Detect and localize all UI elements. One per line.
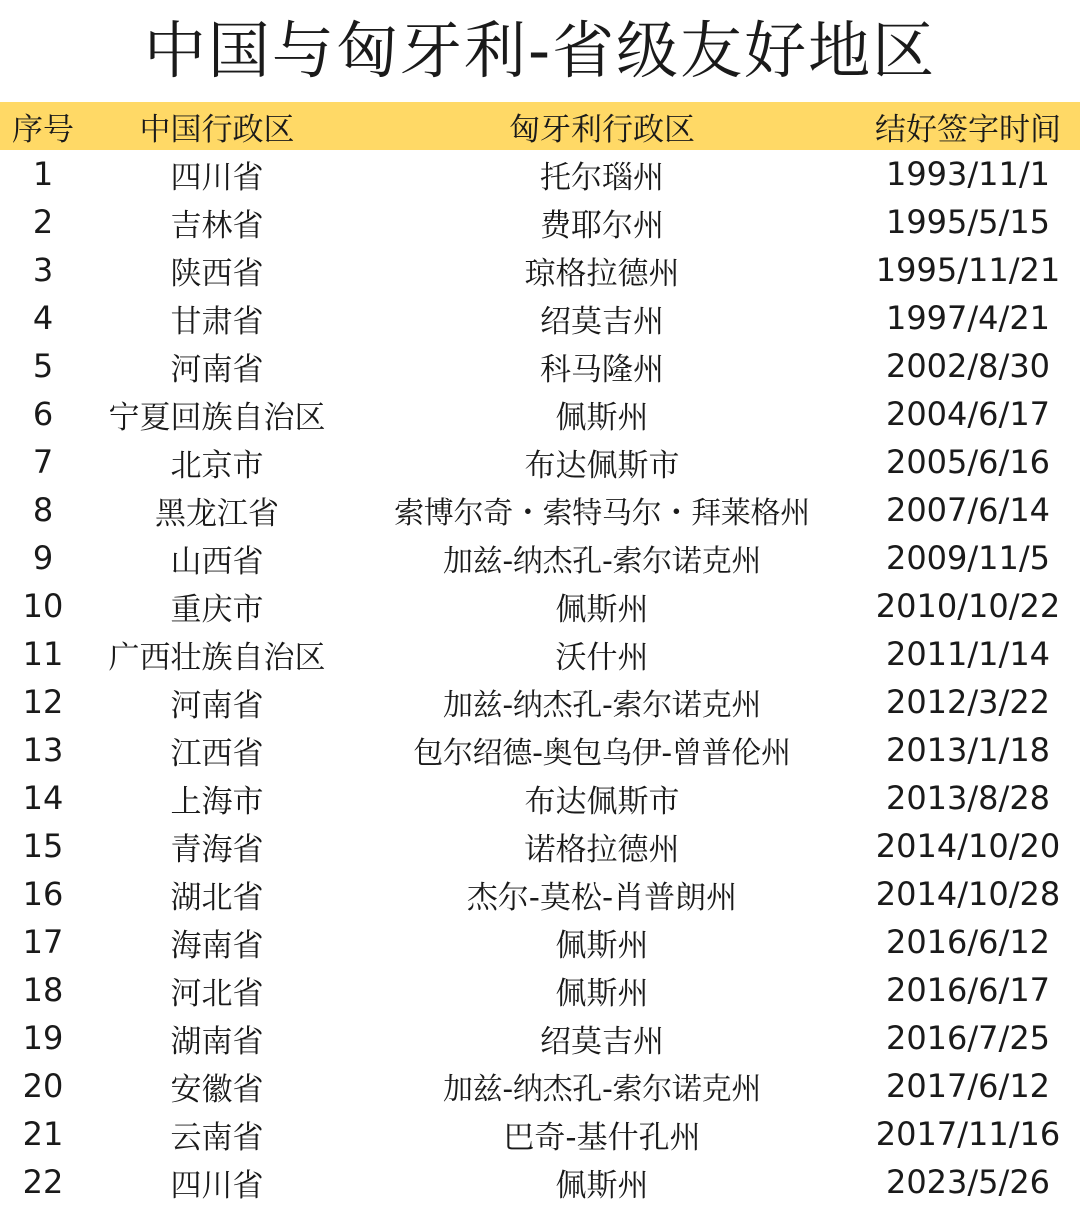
cell-china-region: 重庆市 (170, 591, 264, 628)
cell-hungary-region: 加兹-纳杰孔-索尔诺克州 (442, 688, 762, 723)
table-row (0, 678, 1080, 726)
cell-signed-date: 2013/1/18 (885, 731, 1051, 769)
cell-hungary-region: 布达佩斯市 (524, 783, 680, 820)
cell-signed-date: 2016/6/12 (885, 923, 1051, 961)
table-row (0, 390, 1080, 438)
cell-signed-date: 2017/11/16 (875, 1115, 1061, 1153)
table-row (0, 918, 1080, 966)
cell-china-region: 吉林省 (170, 207, 264, 244)
cell-signed-date: 2009/11/5 (885, 539, 1051, 577)
table-row (0, 870, 1080, 918)
cell-signed-date: 1993/11/1 (885, 155, 1051, 193)
table-row (0, 966, 1080, 1014)
cell-china-region: 陕西省 (170, 255, 264, 292)
cell-china-region: 安徽省 (170, 1071, 264, 1108)
cell-index: 16 (22, 875, 64, 913)
cell-china-region: 云南省 (170, 1119, 264, 1156)
cell-index: 6 (32, 395, 54, 433)
cell-index: 21 (22, 1115, 64, 1153)
cell-index: 13 (22, 731, 64, 769)
cell-signed-date: 2012/3/22 (885, 683, 1051, 721)
table-row (0, 582, 1080, 630)
cell-hungary-region: 佩斯州 (555, 927, 649, 964)
cell-hungary-region: 杰尔-莫松-肖普朗州 (466, 879, 738, 916)
cell-index: 22 (22, 1163, 64, 1201)
cell-signed-date: 1995/5/15 (885, 203, 1051, 241)
header-hungary-region: 匈牙利行政区 (509, 111, 695, 148)
cell-index: 5 (32, 347, 54, 385)
cell-hungary-region: 佩斯州 (555, 591, 649, 628)
cell-china-region: 四川省 (170, 159, 264, 196)
cell-signed-date: 2016/6/17 (885, 971, 1051, 1009)
cell-hungary-region: 琼格拉德州 (524, 255, 680, 292)
cell-hungary-region: 加兹-纳杰孔-索尔诺克州 (442, 1072, 762, 1107)
table-row (0, 294, 1080, 342)
cell-signed-date: 1997/4/21 (885, 299, 1051, 337)
cell-hungary-region: 佩斯州 (555, 975, 649, 1012)
cell-signed-date: 2002/8/30 (885, 347, 1051, 385)
table-row (0, 726, 1080, 774)
table-row (0, 486, 1080, 534)
cell-hungary-region: 绍莫吉州 (540, 303, 664, 340)
cell-china-region: 河南省 (170, 351, 264, 388)
cell-signed-date: 2016/7/25 (885, 1019, 1051, 1057)
cell-hungary-region: 托尔瑙州 (540, 159, 664, 196)
cell-china-region: 宁夏回族自治区 (108, 399, 326, 436)
table-row (0, 1110, 1080, 1158)
table-row (0, 342, 1080, 390)
cell-china-region: 河北省 (170, 975, 264, 1012)
header-china-region: 中国行政区 (139, 111, 295, 148)
friendship-regions-table (0, 102, 1080, 1206)
cell-hungary-region: 绍莫吉州 (540, 1023, 664, 1060)
table-row (0, 822, 1080, 870)
cell-china-region: 青海省 (170, 831, 264, 868)
cell-index: 9 (32, 539, 54, 577)
cell-index: 17 (22, 923, 64, 961)
cell-china-region: 甘肃省 (170, 303, 264, 340)
cell-signed-date: 2023/5/26 (885, 1163, 1051, 1201)
cell-china-region: 广西壮族自治区 (108, 639, 326, 676)
cell-signed-date: 1995/11/21 (875, 251, 1061, 289)
cell-china-region: 北京市 (170, 447, 264, 484)
table-row (0, 150, 1080, 198)
page-title: 中国与匈牙利-省级友好地区 (143, 14, 937, 87)
cell-hungary-region: 包尔绍德-奥包乌伊-曾普伦州 (413, 736, 791, 771)
cell-signed-date: 2017/6/12 (885, 1067, 1051, 1105)
cell-index: 14 (22, 779, 64, 817)
cell-index: 15 (22, 827, 64, 865)
cell-china-region: 江西省 (170, 735, 264, 772)
cell-signed-date: 2005/6/16 (885, 443, 1051, 481)
header-signed-date: 结好签字时间 (875, 111, 1061, 148)
cell-signed-date: 2011/1/14 (885, 635, 1051, 673)
table-row (0, 438, 1080, 486)
cell-china-region: 湖北省 (170, 879, 264, 916)
cell-signed-date: 2004/6/17 (885, 395, 1051, 433)
cell-china-region: 湖南省 (170, 1023, 264, 1060)
cell-hungary-region: 加兹-纳杰孔-索尔诺克州 (442, 544, 762, 579)
cell-index: 20 (22, 1067, 64, 1105)
cell-china-region: 河南省 (170, 687, 264, 724)
header-index: 序号 (12, 111, 74, 148)
cell-hungary-region: 索博尔奇・索特马尔・拜莱格州 (394, 496, 810, 531)
cell-index: 2 (32, 203, 54, 241)
cell-signed-date: 2014/10/20 (875, 827, 1061, 865)
cell-hungary-region: 沃什州 (555, 639, 649, 676)
cell-hungary-region: 佩斯州 (555, 399, 649, 436)
cell-signed-date: 2007/6/14 (885, 491, 1051, 529)
cell-signed-date: 2014/10/28 (875, 875, 1061, 913)
cell-china-region: 上海市 (170, 783, 264, 820)
cell-index: 8 (32, 491, 54, 529)
cell-index: 4 (32, 299, 54, 337)
cell-index: 10 (22, 587, 64, 625)
cell-index: 3 (32, 251, 54, 289)
cell-china-region: 黑龙江省 (155, 495, 279, 532)
cell-index: 19 (22, 1019, 64, 1057)
cell-hungary-region: 巴奇-基什孔州 (503, 1119, 701, 1156)
cell-hungary-region: 诺格拉德州 (524, 831, 680, 868)
cell-index: 7 (32, 443, 54, 481)
table-row (0, 198, 1080, 246)
cell-index: 11 (22, 635, 64, 673)
cell-china-region: 山西省 (170, 543, 264, 580)
cell-hungary-region: 费耶尔州 (540, 207, 664, 244)
cell-signed-date: 2010/10/22 (875, 587, 1061, 625)
cell-hungary-region: 科马隆州 (540, 351, 664, 388)
table-row (0, 1062, 1080, 1110)
cell-china-region: 海南省 (170, 927, 264, 964)
cell-index: 12 (22, 683, 64, 721)
table-row (0, 774, 1080, 822)
cell-hungary-region: 佩斯州 (555, 1167, 649, 1204)
table-row (0, 246, 1080, 294)
table-header-row (0, 102, 1080, 150)
table-row (0, 1158, 1080, 1206)
cell-hungary-region: 布达佩斯市 (524, 447, 680, 484)
table-row (0, 630, 1080, 678)
table-row (0, 1014, 1080, 1062)
cell-index: 1 (32, 155, 54, 193)
cell-index: 18 (22, 971, 64, 1009)
cell-china-region: 四川省 (170, 1167, 264, 1204)
table-row (0, 534, 1080, 582)
cell-signed-date: 2013/8/28 (885, 779, 1051, 817)
